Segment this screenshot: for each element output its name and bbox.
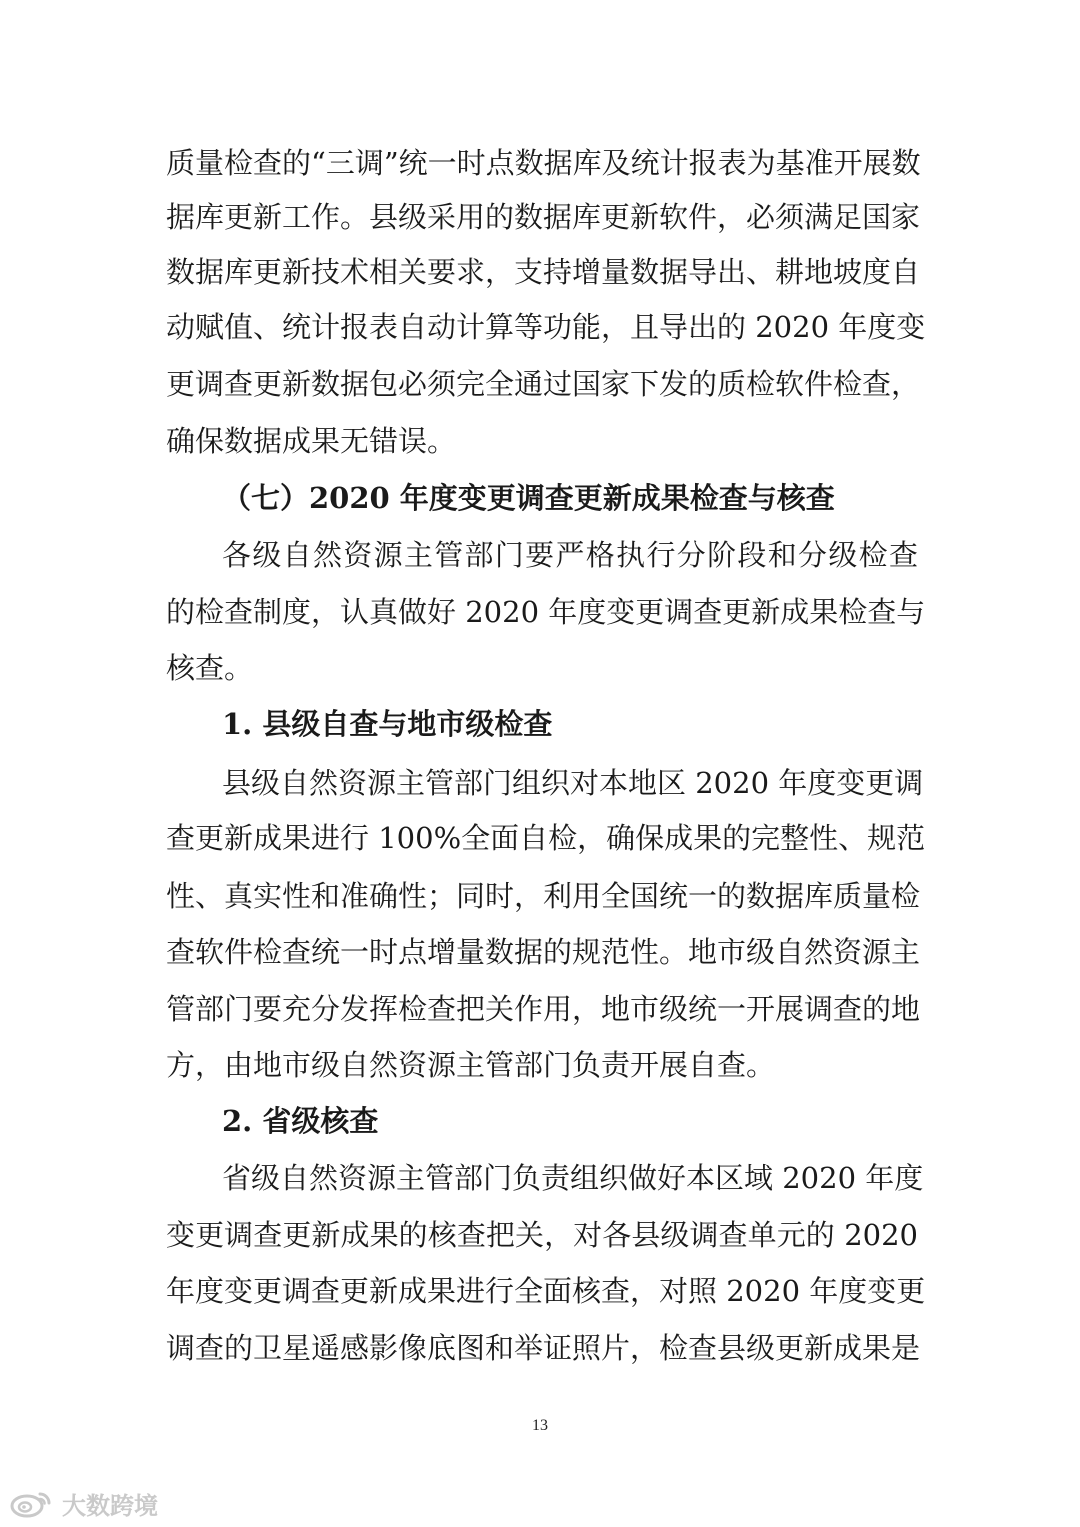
body-text-line: 动赋值、统计报表自动计算等功能，且导出的 2020 年度变	[166, 310, 926, 344]
body-text-line: 数据库更新技术相关要求，支持增量数据导出、耕地坡度自	[166, 255, 921, 289]
body-text-line: 变更调查更新成果的核查把关，对各县级调查单元的 2020	[166, 1218, 918, 1252]
paragraph-first-line: 各级自然资源主管部门要严格执行分阶段和分级检查	[222, 538, 918, 572]
subsection-heading: 1. 县级自查与地市级检查	[222, 707, 553, 741]
body-text-line: 核查。	[166, 651, 254, 685]
paragraph-first-line: 县级自然资源主管部门组织对本地区 2020 年度变更调	[222, 766, 924, 800]
subsection-heading: 2. 省级核查	[222, 1104, 379, 1138]
body-text-line: 年度变更调查更新成果进行全面核查，对照 2020 年度变更	[166, 1274, 926, 1308]
body-text-line: 管部门要充分发挥检查把关作用，地市级统一开展调查的地	[166, 992, 921, 1026]
weibo-logo-icon	[8, 1488, 56, 1518]
body-text-line: 性、真实性和准确性；同时，利用全国统一的数据库质量检	[166, 879, 921, 913]
body-text-line: 查软件检查统一时点增量数据的规范性。地市级自然资源主	[166, 935, 921, 969]
body-text-line: 查更新成果进行 100%全面自检，确保成果的完整性、规范	[166, 821, 926, 855]
body-text-line: 更调查更新数据包必须完全通过国家下发的质检软件检查，	[166, 367, 921, 401]
watermark-text: 大数跨境	[62, 1491, 158, 1520]
body-text-line: 方，由地市级自然资源主管部门负责开展自查。	[166, 1048, 776, 1082]
body-text-line: 据库更新工作。县级采用的数据库更新软件，必须满足国家	[166, 200, 921, 234]
body-text-line: 调查的卫星遥感影像底图和举证照片，检查县级更新成果是	[166, 1331, 921, 1365]
body-text-line: 质量检查的“三调”统一时点数据库及统计报表为基准开展数	[166, 146, 921, 180]
paragraph-first-line: 省级自然资源主管部门负责组织做好本区域 2020 年度	[222, 1161, 924, 1195]
page-number: 13	[532, 1417, 548, 1434]
section-heading: （七）2020 年度变更调查更新成果检查与核查	[222, 481, 835, 515]
watermark	[8, 1486, 158, 1520]
body-text-line: 确保数据成果无错误。	[166, 424, 457, 458]
body-text-line: 的检查制度，认真做好 2020 年度变更调查更新成果检查与	[166, 595, 926, 629]
